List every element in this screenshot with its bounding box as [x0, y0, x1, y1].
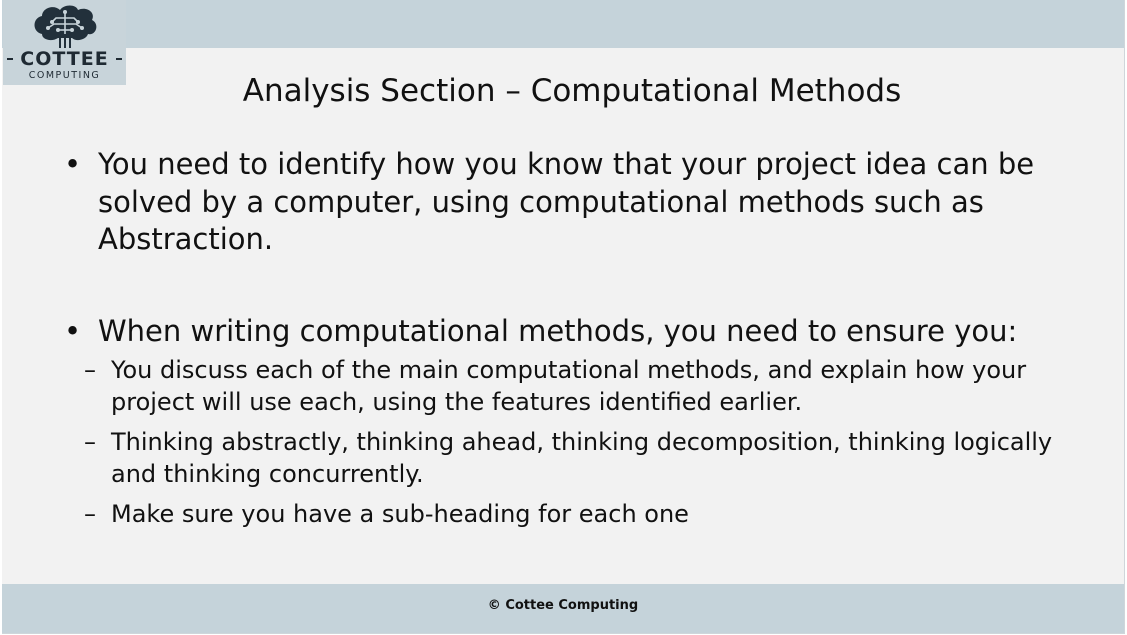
- sub-bullet-item: – Make sure you have a sub-heading for each one: [74, 498, 1054, 530]
- bullet-list: [64, 146, 1054, 538]
- slide-title: Analysis Section – Computational Methods: [242, 73, 902, 109]
- bullet-text: When writing computational methods, you need to ensure you:: [98, 313, 1018, 348]
- sub-bullet-item: – You discuss each of the main computational methods, and explain how your project will use each, using the features identified earlier.: [74, 354, 1054, 418]
- header-band: [2, 0, 1124, 48]
- slide: [2, 0, 1125, 634]
- logo-subtitle: COMPUTING: [28, 70, 101, 81]
- bullet-item: [64, 313, 1054, 531]
- bullet-item: [64, 146, 1054, 259]
- logo-name: COTTEE: [20, 48, 109, 70]
- bullet-text: You need to identify how you know that your project idea can be solved by a computer, using computational methods such as Abstraction.: [98, 147, 1035, 256]
- sub-bullet-item: – Thinking abstractly, thinking ahead, thinking decomposition, thinking logically and thinking concurrently.: [74, 426, 1054, 490]
- footer-copyright: © Cottee Computing: [487, 598, 639, 613]
- brain-circuit-logo-icon: [30, 4, 100, 50]
- sub-bullet-list: [74, 354, 1054, 530]
